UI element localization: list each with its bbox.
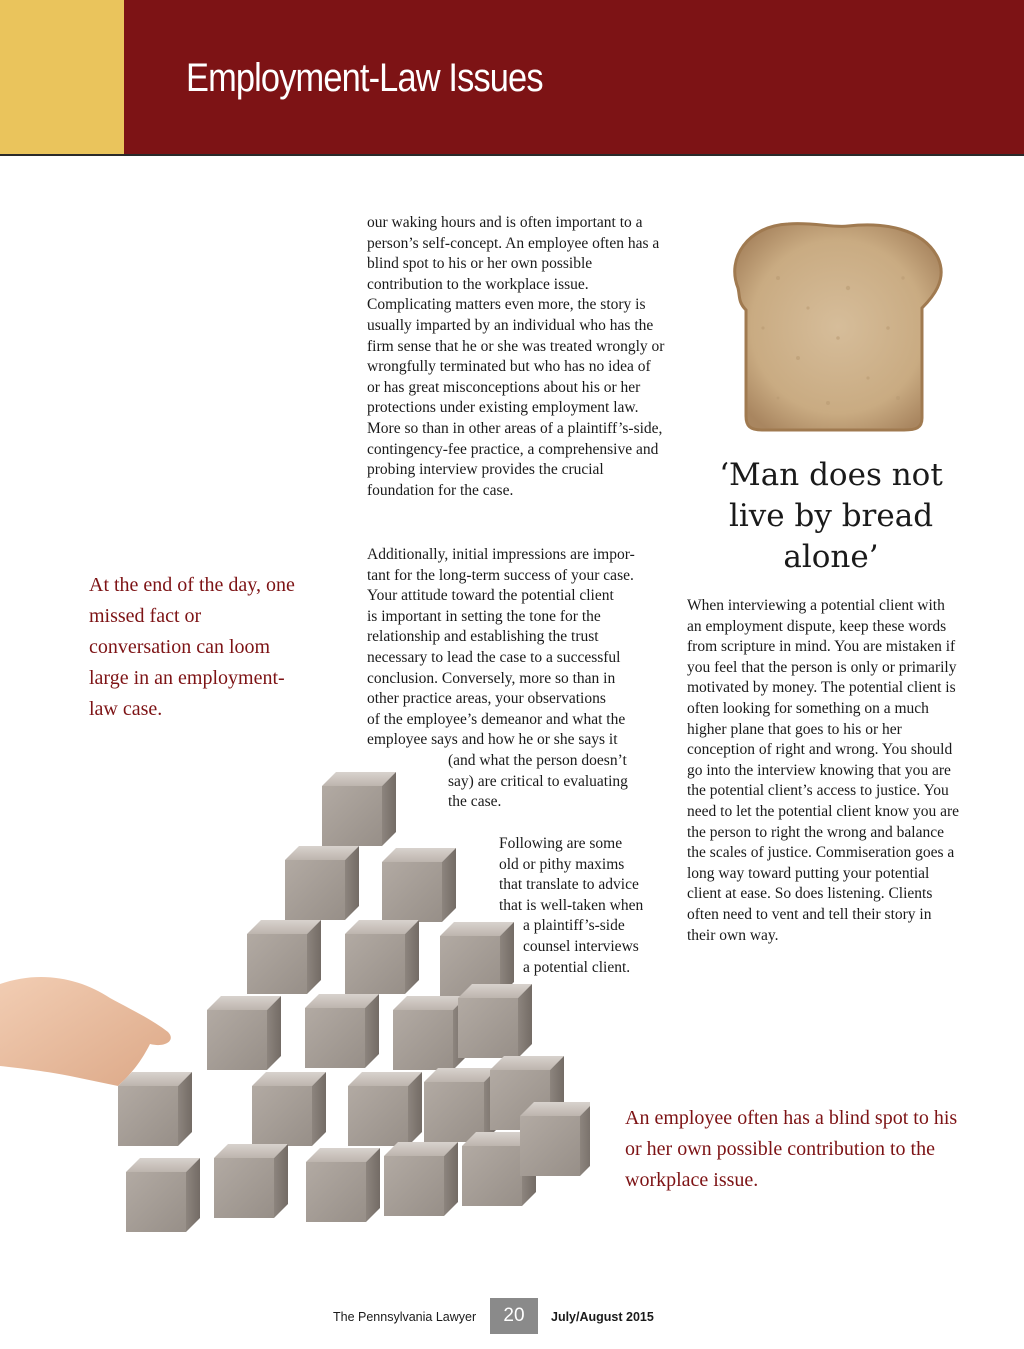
text-line: (and what the person doesn’t (448, 751, 627, 769)
text-line: counsel interviews (523, 937, 639, 955)
body-paragraph-1: our waking hours and is often important to a person’s self-concept. An employee often has a blind spot to his or her own possible contribution to the workplace issue. Complicating matters even more, the story is usually imparted by an individual who has the firm sense that he or she was treated wrongly or wrongfully terminated but who has no idea of or has great misconceptions about his or her protections under existing employment law. More so than in other areas of a plaintiff’s-side, contingency-fee practice, a comprehensive and probing interview provides the crucial foundation for the case. (367, 214, 665, 499)
text-line: a potential client. (523, 958, 631, 976)
publication-name: The Pennsylvania Lawyer (333, 1310, 477, 1324)
text-line: a plaintiff’s-side (523, 917, 625, 935)
text-line: Additionally, initial impressions are impor- (367, 546, 635, 563)
text-line: that translate to advice (499, 876, 639, 894)
text-line: Your attitude toward the potential client (367, 587, 614, 605)
page-footer (0, 1298, 1024, 1338)
text-line: Following are some (499, 835, 623, 852)
sidebar-body (687, 596, 962, 946)
header-rule (0, 154, 1024, 156)
text-line: necessary to lead the case to a successful (367, 648, 621, 666)
issue-date: July/August 2015 (551, 1310, 654, 1324)
text-line: tant for the long-term success of your case. (367, 566, 634, 584)
text-line: say) are critical to evaluating (448, 772, 628, 790)
text-line: employee says and how he or she says it (367, 731, 618, 749)
bread-slice-image (718, 218, 950, 432)
text-line: other practice areas, your observations (367, 690, 606, 708)
text-line: is important in setting the tone for the (367, 607, 601, 625)
text-line: conclusion. Conversely, more so than in (367, 669, 616, 687)
section-title: Employment-Law Issues (186, 56, 543, 100)
text-line: that is well-taken when (499, 896, 644, 914)
page-header (0, 0, 1024, 156)
page-number: 20 (490, 1298, 538, 1334)
header-gold-block (0, 0, 124, 154)
text-line: old or pithy maxims (499, 855, 625, 873)
sidebar-paragraph: When interviewing a potential client with an employment dispute, keep these words from scripture in mind. You are mistaken if you feel that the person is only or primarily motivated by money. The potential client is often looking for something on a much higher plane that goes to his or her conception of right and wrong. You should go into the interview knowing that you are the potential client’s access to justice. You need to let the potential client know you are the person to right the wrong and balance the scales of justice. Commiseration goes a long way toward putting your potential client at ease. So does listening. Clients often need to vent and tell their story in their own way. (687, 597, 960, 944)
pull-quote-bottom: An employee often has a blind spot to his or her own possible contribution to the workplace issue. (625, 1107, 958, 1191)
text-line: the case. (448, 793, 502, 811)
text-line: relationship and establishing the trust (367, 628, 599, 646)
body-column-middle (367, 213, 667, 501)
granite-cubes-pyramid-image (0, 756, 590, 1256)
sidebar-title: ‘Man does not live by bread alone’ (719, 457, 943, 575)
text-line: of the employee’s demeanor and what the (367, 710, 626, 728)
pull-quote-left: At the end of the day, one missed fact or conversation can loom large in an employment-law case. (89, 574, 295, 720)
